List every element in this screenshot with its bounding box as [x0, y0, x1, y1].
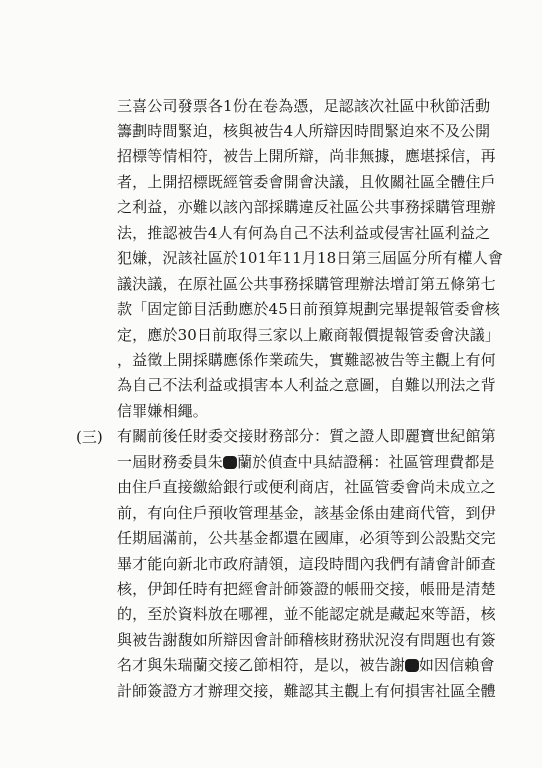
text-line: 與被告謝馥如所辯因會計師稽核財務狀況沒有問題也有簽	[117, 631, 496, 649]
text-line	[117, 655, 495, 675]
text-line: 法，推認被告4人有何為自己不法利益或侵害社區利益之	[117, 224, 491, 242]
redaction-mark	[405, 659, 419, 672]
text-line: 計師簽證方才辦理交接，難認其主觀上有何損害社區全體	[117, 682, 496, 700]
text-fragment: 名才與朱瑞蘭交接乙節相符，是以，被告謝	[117, 656, 405, 674]
text-line: 任期屆滿前，公共基金都還在國庫，必須等到公設點交完	[117, 529, 496, 547]
text-line: 核，伊卸任時有把經會計師簽證的帳冊交接，帳冊是清楚	[117, 580, 496, 598]
text-fragment: 如因信賴會	[418, 656, 495, 674]
text-line: 議決議，在原社區公共事務採購管理辦法增訂第五條第七	[117, 275, 496, 293]
text-fragment: 一屆財務委員朱	[117, 453, 224, 471]
text-line: 前，有向住戶預收管理基金，該基金係由建商代管，到伊	[117, 504, 496, 522]
text-line: ，益徵上開採購應係作業疏失，實難認被告等主觀上有何	[117, 351, 496, 369]
text-fragment: 蘭於偵查中具結證稱：社區管理費都是	[237, 453, 495, 471]
text-line: 定，應於30日前取得三家以上廠商報價提報管委會決議」	[117, 326, 500, 344]
redaction-mark	[223, 456, 237, 469]
text-line: 畢才能向新北市政府請領，這段時間內我們有請會計師查	[117, 555, 496, 573]
text-line: 由住戶直接繳給銀行或便利商店，社區管委會尚未成立之	[117, 478, 496, 496]
text-line: 信罪嫌相繩。	[117, 402, 208, 420]
text-line: 為自己不法利益或損害本人利益之意圖，自難以刑法之背	[117, 376, 496, 394]
text-line: 之利益，亦難以該內部採購違反社區公共事務採購管理辦	[117, 198, 496, 216]
text-line: 款「固定節目活動應於45日前預算規劃完畢提報管委會核	[117, 300, 500, 318]
text-line: 者，上開招標既經管委會開會決議，且攸關社區全體住戶	[117, 173, 496, 191]
text-line: 的，至於資料放在哪裡，並不能認定就是藏起來等語，核	[117, 605, 496, 623]
section-number: (三)	[76, 428, 103, 446]
text-line: 招標等情相符，被告上開所辯，尚非無據，應堪採信，再	[117, 147, 496, 165]
text-line	[117, 452, 495, 472]
text-line: 有關前後任財委交接財務部分：質之證人即麗寶世紀館第	[117, 427, 496, 445]
text-line: 犯嫌，況該社區於101年11月18日第三屆區分所有權人會	[117, 249, 504, 267]
text-line: 三喜公司發票各1份在卷為憑，足認該次社區中秋節活動	[117, 97, 491, 115]
text-line: 籌劃時間緊迫，核與被告4人所辯因時間緊迫來不及公開	[117, 122, 491, 140]
